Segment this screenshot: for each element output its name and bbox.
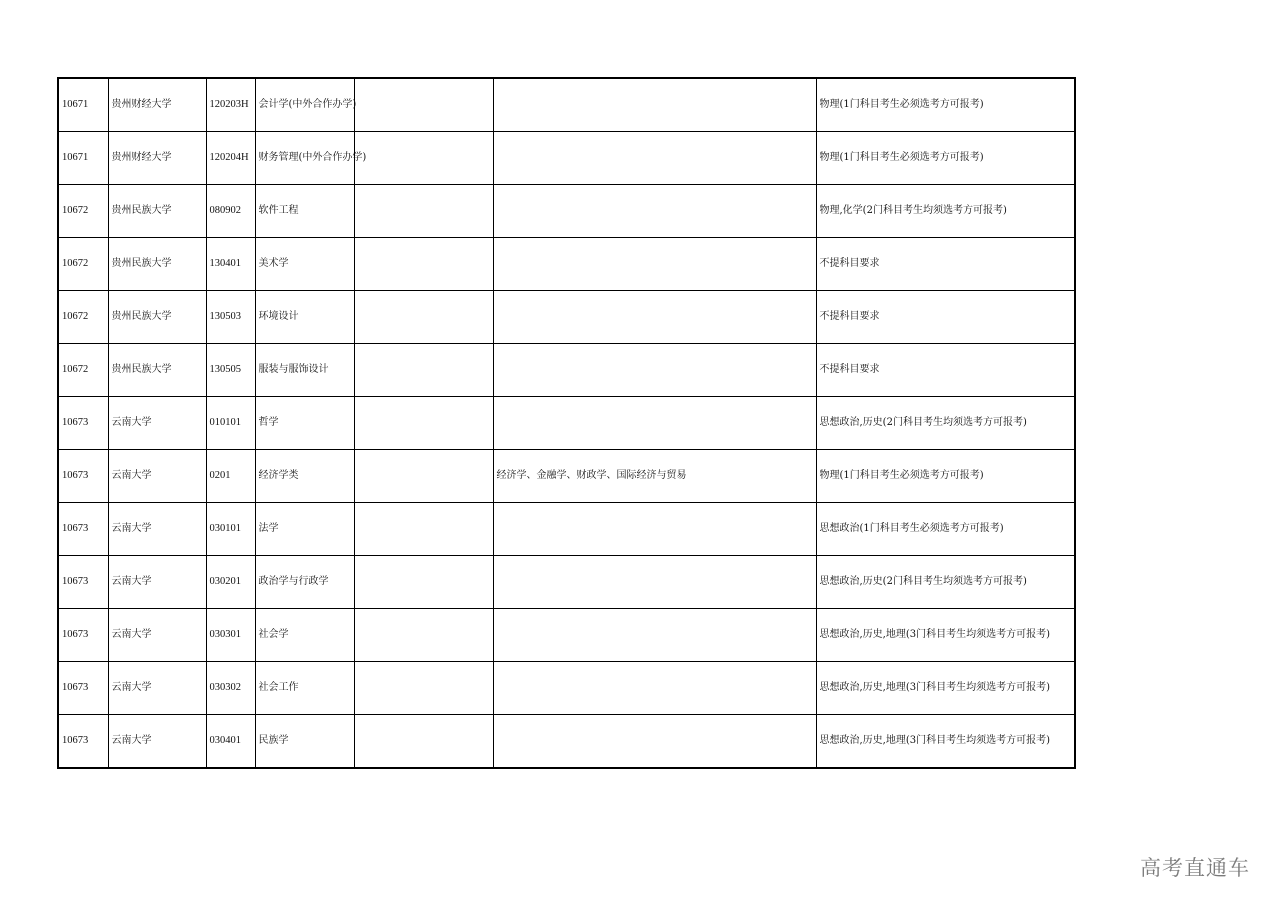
school-name-cell: 贵州民族大学	[108, 291, 206, 344]
school-name-cell: 贵州财经大学	[108, 132, 206, 185]
subject-requirement-cell: 物理,化学(2门科目考生均须选考方可报考)	[816, 185, 1075, 238]
major-name-cell: 服装与服饰设计	[255, 344, 354, 397]
subject-requirement-cell: 不提科目要求	[816, 238, 1075, 291]
note-cell	[354, 450, 493, 503]
school-name-cell: 云南大学	[108, 662, 206, 715]
table-row	[58, 344, 1075, 397]
note-cell	[354, 291, 493, 344]
school-name-cell: 贵州民族大学	[108, 238, 206, 291]
included-majors-cell	[493, 291, 816, 344]
note-cell	[354, 185, 493, 238]
subject-requirement-cell: 物理(1门科目考生必须选考方可报考)	[816, 132, 1075, 185]
table-row	[58, 450, 1075, 503]
major-name-cell: 环境设计	[255, 291, 354, 344]
table-row	[58, 503, 1075, 556]
note-cell	[354, 397, 493, 450]
table-row	[58, 662, 1075, 715]
subject-requirement-cell: 不提科目要求	[816, 291, 1075, 344]
subject-requirement-cell: 思想政治,历史,地理(3门科目考生均须选考方可报考)	[816, 662, 1075, 715]
major-code-cell: 130505	[206, 344, 255, 397]
school-name-cell: 云南大学	[108, 609, 206, 662]
school-code-cell: 10673	[58, 609, 108, 662]
major-name-cell: 哲学	[255, 397, 354, 450]
major-name-cell: 美术学	[255, 238, 354, 291]
subject-requirement-cell: 思想政治(1门科目考生必须选考方可报考)	[816, 503, 1075, 556]
table-row	[58, 397, 1075, 450]
school-code-cell: 10671	[58, 132, 108, 185]
table-row	[58, 132, 1075, 185]
major-code-cell: 030101	[206, 503, 255, 556]
school-name-cell: 贵州民族大学	[108, 185, 206, 238]
school-code-cell: 10672	[58, 291, 108, 344]
school-name-cell: 贵州民族大学	[108, 344, 206, 397]
major-code-cell: 120204H	[206, 132, 255, 185]
major-code-cell: 0201	[206, 450, 255, 503]
major-name-cell: 财务管理(中外合作办学)	[255, 132, 354, 185]
major-name-cell: 经济学类	[255, 450, 354, 503]
school-name-cell: 云南大学	[108, 397, 206, 450]
table-row	[58, 78, 1075, 132]
included-majors-cell	[493, 503, 816, 556]
major-name-cell: 法学	[255, 503, 354, 556]
subject-requirement-cell: 思想政治,历史,地理(3门科目考生均须选考方可报考)	[816, 609, 1075, 662]
school-name-cell: 贵州财经大学	[108, 78, 206, 132]
table-row	[58, 715, 1075, 769]
included-majors-cell	[493, 238, 816, 291]
school-code-cell: 10673	[58, 556, 108, 609]
school-name-cell: 云南大学	[108, 556, 206, 609]
included-majors-cell	[493, 609, 816, 662]
note-cell	[354, 503, 493, 556]
table-row	[58, 556, 1075, 609]
table-row	[58, 291, 1075, 344]
school-code-cell: 10672	[58, 185, 108, 238]
school-name-cell: 云南大学	[108, 503, 206, 556]
subject-requirement-cell: 物理(1门科目考生必须选考方可报考)	[816, 450, 1075, 503]
school-name-cell: 云南大学	[108, 715, 206, 769]
major-name-cell: 社会学	[255, 609, 354, 662]
major-name-cell: 软件工程	[255, 185, 354, 238]
school-code-cell: 10672	[58, 238, 108, 291]
table-body	[58, 78, 1075, 768]
major-code-cell: 080902	[206, 185, 255, 238]
school-code-cell: 10673	[58, 503, 108, 556]
included-majors-cell	[493, 662, 816, 715]
school-code-cell: 10671	[58, 78, 108, 132]
note-cell	[354, 715, 493, 769]
major-code-cell: 010101	[206, 397, 255, 450]
school-code-cell: 10673	[58, 715, 108, 769]
note-cell	[354, 132, 493, 185]
note-cell	[354, 662, 493, 715]
included-majors-cell	[493, 556, 816, 609]
major-code-cell: 030301	[206, 609, 255, 662]
major-name-cell: 会计学(中外合作办学)	[255, 78, 354, 132]
subject-requirement-cell: 不提科目要求	[816, 344, 1075, 397]
note-cell	[354, 609, 493, 662]
note-cell	[354, 238, 493, 291]
table-row	[58, 185, 1075, 238]
major-code-cell: 130401	[206, 238, 255, 291]
note-cell	[354, 78, 493, 132]
included-majors-cell	[493, 397, 816, 450]
watermark-text: 高考直通车	[1140, 856, 1250, 880]
table-row	[58, 238, 1075, 291]
subject-requirement-cell: 思想政治,历史(2门科目考生均须选考方可报考)	[816, 397, 1075, 450]
major-code-cell: 130503	[206, 291, 255, 344]
school-code-cell: 10673	[58, 397, 108, 450]
subject-requirement-cell: 物理(1门科目考生必须选考方可报考)	[816, 78, 1075, 132]
note-cell	[354, 344, 493, 397]
included-majors-cell: 经济学、金融学、财政学、国际经济与贸易	[493, 450, 816, 503]
school-code-cell: 10673	[58, 662, 108, 715]
subject-requirements-table	[57, 77, 1076, 769]
included-majors-cell	[493, 344, 816, 397]
included-majors-cell	[493, 132, 816, 185]
note-cell	[354, 556, 493, 609]
included-majors-cell	[493, 715, 816, 769]
school-name-cell: 云南大学	[108, 450, 206, 503]
major-code-cell: 120203H	[206, 78, 255, 132]
major-name-cell: 社会工作	[255, 662, 354, 715]
table-row	[58, 609, 1075, 662]
school-code-cell: 10672	[58, 344, 108, 397]
major-name-cell: 民族学	[255, 715, 354, 769]
major-code-cell: 030302	[206, 662, 255, 715]
major-code-cell: 030201	[206, 556, 255, 609]
major-name-cell: 政治学与行政学	[255, 556, 354, 609]
included-majors-cell	[493, 78, 816, 132]
school-code-cell: 10673	[58, 450, 108, 503]
included-majors-cell	[493, 185, 816, 238]
subject-requirement-cell: 思想政治,历史(2门科目考生均须选考方可报考)	[816, 556, 1075, 609]
subject-requirement-cell: 思想政治,历史,地理(3门科目考生均须选考方可报考)	[816, 715, 1075, 769]
major-code-cell: 030401	[206, 715, 255, 769]
